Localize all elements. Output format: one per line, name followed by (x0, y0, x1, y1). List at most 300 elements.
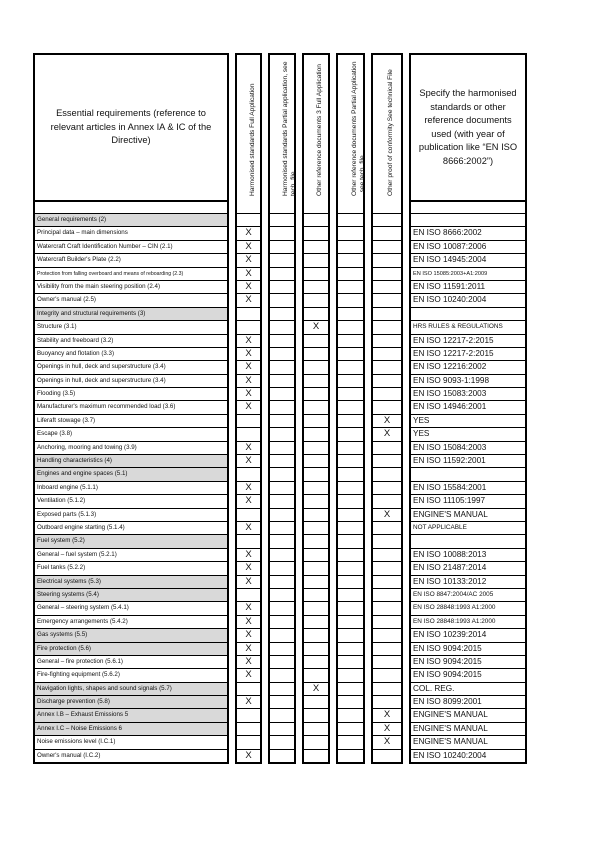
conformity-mark (371, 695, 403, 708)
conformity-mark (302, 240, 330, 253)
requirement-label: Outboard engine starting (5.1.4) (33, 521, 229, 534)
table-row (33, 682, 527, 695)
table-row (33, 454, 527, 467)
conformity-mark (371, 494, 403, 507)
standard-reference: ENGINE'S MANUAL (409, 508, 527, 521)
header-gap (33, 200, 527, 213)
table-row (33, 575, 527, 588)
table-body (33, 213, 527, 764)
requirement-label: Watercraft Builder's Plate (2.2) (33, 253, 229, 266)
table-row (33, 534, 527, 547)
table-row (33, 561, 527, 574)
standard-reference: EN ISO 11105:1997 (409, 494, 527, 507)
conformity-mark (302, 749, 330, 762)
standard-reference: HRS RULES & REGULATIONS (409, 320, 527, 333)
requirement-label: Owner's manual (I.C.2) (33, 749, 229, 762)
table-row (33, 334, 527, 347)
table-row (33, 267, 527, 280)
conformity-mark (371, 347, 403, 360)
conformity-mark (371, 280, 403, 293)
conformity-mark (336, 628, 365, 641)
requirement-label: Anchoring, mooring and towing (3.9) (33, 441, 229, 454)
standard-reference: EN ISO 14945:2004 (409, 253, 527, 266)
conformity-mark (336, 481, 365, 494)
standard-reference: EN ISO 10087:2006 (409, 240, 527, 253)
conformity-mark (302, 360, 330, 373)
requirements-header (33, 53, 229, 200)
conformity-mark (336, 735, 365, 748)
conformity-mark (371, 481, 403, 494)
table-row (33, 360, 527, 373)
conformity-mark (371, 387, 403, 400)
conformity-mark (371, 320, 403, 333)
conformity-mark (268, 682, 296, 695)
standard-reference: EN ISO 12217-2:2015 (409, 334, 527, 347)
column-header-harmonised-full (235, 53, 262, 200)
standard-reference: EN ISO 8099:2001 (409, 695, 527, 708)
conformity-mark (268, 334, 296, 347)
requirement-label: Ventilation (5.1.2) (33, 494, 229, 507)
table-row (33, 374, 527, 387)
conformity-mark (235, 320, 262, 333)
column-header-other-partial (336, 53, 365, 200)
conformity-mark (371, 575, 403, 588)
conformity-mark: X (235, 387, 262, 400)
conformity-mark: X (235, 347, 262, 360)
standard-reference: ENGINE'S MANUAL (409, 708, 527, 721)
table-row (33, 588, 527, 601)
requirement-label: Stability and freeboard (3.2) (33, 334, 229, 347)
requirement-label: Escape (3.8) (33, 427, 229, 440)
conformity-mark (336, 240, 365, 253)
conformity-mark (336, 387, 365, 400)
conformity-mark (336, 334, 365, 347)
conformity-mark: X (302, 682, 330, 695)
conformity-mark (336, 521, 365, 534)
table-row (33, 320, 527, 333)
conformity-mark: X (235, 226, 262, 239)
requirement-label: Fire-fighting equipment (5.6.2) (33, 668, 229, 681)
conformity-mark (371, 307, 403, 320)
table-row (33, 427, 527, 440)
table-row (33, 253, 527, 266)
standard-reference (409, 307, 527, 320)
table-row (33, 347, 527, 360)
conformity-mark (302, 494, 330, 507)
standard-reference: EN ISO 10239:2014 (409, 628, 527, 641)
conformity-mark (268, 226, 296, 239)
conformity-mark (302, 226, 330, 239)
conformity-mark (371, 628, 403, 641)
conformity-mark (268, 494, 296, 507)
standard-reference: EN ISO 10088:2013 (409, 548, 527, 561)
table-row (33, 615, 527, 628)
conformity-mark (268, 588, 296, 601)
conformity-mark (302, 521, 330, 534)
table-row (33, 400, 527, 413)
requirement-label: Handling characteristics (4) (33, 454, 229, 467)
conformity-mark (336, 226, 365, 239)
conformity-mark (336, 467, 365, 480)
table-row (33, 441, 527, 454)
conformity-mark (336, 695, 365, 708)
requirement-label: Structure (3.1) (33, 320, 229, 333)
conformity-mark: X (235, 293, 262, 306)
conformity-mark (268, 601, 296, 614)
conformity-mark (371, 642, 403, 655)
standard-reference: EN ISO 9094:2015 (409, 655, 527, 668)
conformity-mark (268, 695, 296, 708)
standard-reference: EN ISO 15084:2003 (409, 441, 527, 454)
conformity-mark (302, 374, 330, 387)
conformity-mark (371, 615, 403, 628)
requirement-label: General – fuel system (5.2.1) (33, 548, 229, 561)
conformity-mark: X (235, 615, 262, 628)
conformity-mark (302, 387, 330, 400)
requirement-label: Liferaft stowage (3.7) (33, 414, 229, 427)
table-row (33, 307, 527, 320)
conformity-mark (336, 267, 365, 280)
conformity-mark (336, 588, 365, 601)
conformity-mark (302, 427, 330, 440)
table-row (33, 387, 527, 400)
standard-reference: COL. REG. (409, 682, 527, 695)
standard-reference: EN ISO 28848:1993 A1:2000 (409, 615, 527, 628)
conformity-mark (268, 347, 296, 360)
conformity-mark (336, 615, 365, 628)
conformity-mark (268, 508, 296, 521)
standard-reference: YES (409, 427, 527, 440)
conformity-mark: X (235, 360, 262, 373)
requirement-label: Noise emissions level (I.C.1) (33, 735, 229, 748)
conformity-mark (302, 280, 330, 293)
conformity-mark (336, 320, 365, 333)
conformity-table (33, 53, 527, 764)
conformity-mark: X (235, 575, 262, 588)
requirement-label: Electrical systems (5.3) (33, 575, 229, 588)
conformity-mark (336, 400, 365, 413)
standard-reference: EN ISO 12216:2002 (409, 360, 527, 373)
table-row (33, 642, 527, 655)
standard-reference: EN ISO 9093-1:1998 (409, 374, 527, 387)
requirement-label: Navigation lights, shapes and sound signals (5.7) (33, 682, 229, 695)
conformity-mark (336, 414, 365, 427)
standard-reference: EN ISO 14946:2001 (409, 400, 527, 413)
conformity-mark: X (235, 441, 262, 454)
table-row (33, 508, 527, 521)
conformity-mark (371, 548, 403, 561)
conformity-mark (336, 508, 365, 521)
conformity-mark (371, 534, 403, 547)
conformity-mark (371, 374, 403, 387)
table-row (33, 213, 527, 226)
conformity-mark: X (235, 749, 262, 762)
requirement-label: Fire protection (5.6) (33, 642, 229, 655)
table-row (33, 481, 527, 494)
conformity-mark (268, 293, 296, 306)
conformity-mark (336, 441, 365, 454)
table-row (33, 735, 527, 748)
conformity-mark (302, 400, 330, 413)
requirement-label: Fuel tanks (5.2.2) (33, 561, 229, 574)
requirement-label: General – steering system (5.4.1) (33, 601, 229, 614)
conformity-mark (235, 735, 262, 748)
conformity-mark: X (235, 334, 262, 347)
requirement-label: Engines and engine spaces (5.1) (33, 467, 229, 480)
standard-reference (409, 534, 527, 547)
conformity-mark (235, 708, 262, 721)
conformity-mark (371, 668, 403, 681)
conformity-mark (371, 588, 403, 601)
conformity-mark (302, 722, 330, 735)
standard-reference: EN ISO 11591:2011 (409, 280, 527, 293)
conformity-mark (268, 280, 296, 293)
conformity-mark (336, 575, 365, 588)
conformity-mark (268, 360, 296, 373)
standard-reference: EN ISO 15584:2001 (409, 481, 527, 494)
standard-reference: EN ISO 15085:2003+A1:2009 (409, 267, 527, 280)
requirement-label: Protection from falling overboard and means of reboarding (2.3) (33, 267, 229, 280)
standard-reference: ENGINE'S MANUAL (409, 722, 527, 735)
conformity-mark (336, 642, 365, 655)
conformity-mark (371, 441, 403, 454)
conformity-mark (302, 467, 330, 480)
conformity-mark (302, 695, 330, 708)
table-row (33, 521, 527, 534)
conformity-mark (268, 722, 296, 735)
requirement-label: Emergency arrangements (5.4.2) (33, 615, 229, 628)
conformity-mark: X (235, 494, 262, 507)
conformity-mark (302, 481, 330, 494)
conformity-mark (302, 708, 330, 721)
conformity-mark (336, 293, 365, 306)
table-row (33, 722, 527, 735)
column-header-other-full (302, 53, 330, 200)
conformity-mark (268, 615, 296, 628)
requirement-label: Annex I.B – Exhaust Emissions 5 (33, 708, 229, 721)
conformity-mark (268, 427, 296, 440)
conformity-mark (371, 400, 403, 413)
conformity-mark (336, 682, 365, 695)
conformity-mark (302, 253, 330, 266)
conformity-mark (268, 454, 296, 467)
conformity-mark (336, 655, 365, 668)
column-label: Other reference documents 3 Full Application (316, 64, 323, 196)
standard-reference (409, 213, 527, 226)
conformity-mark (268, 414, 296, 427)
conformity-mark (235, 467, 262, 480)
conformity-mark (235, 534, 262, 547)
conformity-mark: X (371, 427, 403, 440)
requirement-label: Principal data – main dimensions (33, 226, 229, 239)
conformity-mark: X (371, 414, 403, 427)
conformity-mark (268, 642, 296, 655)
table-header (33, 53, 527, 200)
conformity-mark (371, 454, 403, 467)
conformity-mark (268, 668, 296, 681)
conformity-mark: X (371, 708, 403, 721)
conformity-mark (268, 213, 296, 226)
conformity-mark (371, 467, 403, 480)
table-row (33, 655, 527, 668)
conformity-mark (302, 307, 330, 320)
requirement-label: Openings in hull, deck and superstructure (3.4) (33, 374, 229, 387)
table-row (33, 695, 527, 708)
requirement-label: Buoyancy and flotation (3.3) (33, 347, 229, 360)
standard-reference: EN ISO 10133:2012 (409, 575, 527, 588)
standard-reference: NOT APPLICABLE (409, 521, 527, 534)
conformity-mark (268, 307, 296, 320)
conformity-mark: X (235, 695, 262, 708)
conformity-mark (336, 708, 365, 721)
conformity-mark (268, 481, 296, 494)
conformity-mark (302, 508, 330, 521)
table-row (33, 240, 527, 253)
standard-reference: EN ISO 8847:2004/AC 2005 (409, 588, 527, 601)
conformity-mark (235, 508, 262, 521)
conformity-mark (302, 441, 330, 454)
conformity-mark (302, 655, 330, 668)
conformity-mark (371, 226, 403, 239)
conformity-mark (336, 307, 365, 320)
conformity-mark: X (235, 548, 262, 561)
conformity-mark (268, 521, 296, 534)
conformity-mark (371, 682, 403, 695)
table-row (33, 708, 527, 721)
conformity-mark: X (235, 481, 262, 494)
conformity-mark (336, 374, 365, 387)
conformity-mark (336, 280, 365, 293)
conformity-mark (268, 575, 296, 588)
conformity-mark: X (235, 561, 262, 574)
conformity-mark (336, 548, 365, 561)
conformity-mark (268, 628, 296, 641)
conformity-mark (371, 601, 403, 614)
requirement-label: Manufacturer's maximum recommended load (3.6) (33, 400, 229, 413)
conformity-mark: X (235, 521, 262, 534)
standard-reference: YES (409, 414, 527, 427)
conformity-mark (371, 240, 403, 253)
conformity-mark (302, 735, 330, 748)
conformity-mark (268, 548, 296, 561)
table-row (33, 668, 527, 681)
standard-reference (409, 467, 527, 480)
conformity-mark (235, 427, 262, 440)
conformity-mark (336, 722, 365, 735)
requirement-label: Openings in hull, deck and superstructure (3.4) (33, 360, 229, 373)
conformity-mark (302, 601, 330, 614)
conformity-mark (371, 655, 403, 668)
requirement-label: Visibility from the main steering position (2.4) (33, 280, 229, 293)
conformity-mark (302, 414, 330, 427)
conformity-mark: X (235, 454, 262, 467)
conformity-mark: X (235, 400, 262, 413)
column-label: Harmonised standards Full Application (248, 83, 256, 196)
conformity-mark: X (302, 320, 330, 333)
conformity-mark: X (235, 628, 262, 641)
conformity-mark (268, 441, 296, 454)
conformity-mark (336, 213, 365, 226)
conformity-mark (302, 615, 330, 628)
table-row (33, 467, 527, 480)
column-header-other-proof (371, 53, 403, 200)
conformity-mark (235, 588, 262, 601)
conformity-mark (268, 561, 296, 574)
requirement-label: Watercraft Craft Identification Number – CIN (2.1) (33, 240, 229, 253)
table-row (33, 226, 527, 239)
conformity-mark (371, 521, 403, 534)
conformity-mark (371, 213, 403, 226)
conformity-mark: X (235, 253, 262, 266)
conformity-mark (336, 601, 365, 614)
conformity-mark (302, 213, 330, 226)
conformity-mark: X (235, 267, 262, 280)
requirement-label: Annex I.C – Noise Emissions 6 (33, 722, 229, 735)
conformity-mark: X (371, 722, 403, 735)
conformity-mark: X (235, 601, 262, 614)
conformity-mark: X (235, 280, 262, 293)
column-label: Harmonised standards Partial application, see tech. file (282, 61, 297, 196)
table-row (33, 601, 527, 614)
table-row (33, 749, 527, 762)
table-row (33, 548, 527, 561)
requirement-label: Inboard engine (5.1.1) (33, 481, 229, 494)
conformity-mark: X (371, 735, 403, 748)
conformity-mark (336, 561, 365, 574)
conformity-mark (336, 749, 365, 762)
conformity-mark (268, 400, 296, 413)
conformity-mark (235, 682, 262, 695)
conformity-mark (268, 320, 296, 333)
conformity-mark: X (235, 240, 262, 253)
requirement-label: Flooding (3.5) (33, 387, 229, 400)
column-label: Other proof of conformity See technical File (387, 69, 394, 196)
conformity-mark (268, 735, 296, 748)
conformity-mark (235, 414, 262, 427)
conformity-mark: X (235, 642, 262, 655)
conformity-mark (302, 267, 330, 280)
conformity-mark (268, 467, 296, 480)
conformity-mark (268, 267, 296, 280)
conformity-mark (336, 454, 365, 467)
specify-title: Specify the harmonised standards or other reference documents used (with year of publication like “EN ISO 8666:2002”) (418, 88, 518, 166)
table-row (33, 414, 527, 427)
specify-header (409, 53, 527, 200)
conformity-mark (336, 427, 365, 440)
conformity-mark (268, 534, 296, 547)
standard-reference: EN ISO 10240:2004 (409, 749, 527, 762)
conformity-mark (336, 494, 365, 507)
table-row (33, 494, 527, 507)
column-label: Other reference documents Partial Application , see tech. file (350, 61, 366, 196)
conformity-mark (268, 749, 296, 762)
conformity-mark (371, 360, 403, 373)
conformity-mark (302, 561, 330, 574)
conformity-mark: X (371, 508, 403, 521)
conformity-mark (371, 749, 403, 762)
conformity-mark (302, 642, 330, 655)
column-header-harmonised-partial (268, 53, 296, 200)
conformity-mark (268, 708, 296, 721)
standard-reference: ENGINE'S MANUAL (409, 735, 527, 748)
conformity-mark (302, 575, 330, 588)
conformity-mark (302, 548, 330, 561)
requirement-label: Exposed parts (5.1.3) (33, 508, 229, 521)
standard-reference: EN ISO 12217-2:2015 (409, 347, 527, 360)
conformity-mark: X (235, 655, 262, 668)
conformity-mark (302, 534, 330, 547)
standard-reference: EN ISO 9094:2015 (409, 668, 527, 681)
